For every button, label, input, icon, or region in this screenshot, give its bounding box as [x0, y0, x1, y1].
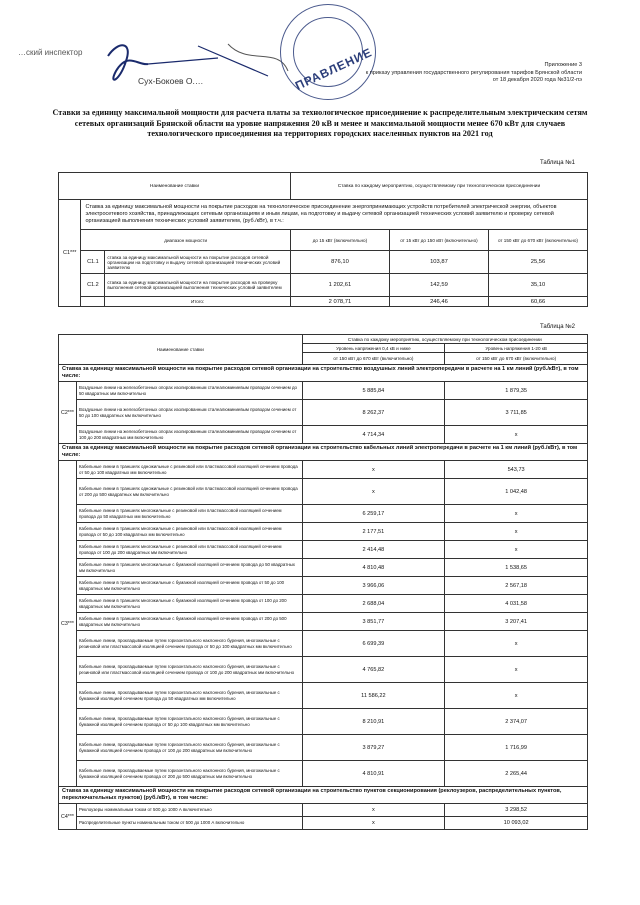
t2-section-title-row [59, 444, 588, 461]
t2-section-title: Ставка за единицу максимальной мощности на покрытие расходов сетевой организации на строительство пунктов секционирования (реклоузеров, распределительных пунктов, переключательных пунктов) (руб./кВт), в том числе: [59, 787, 588, 804]
t1-col-name: Наименование ставки [59, 173, 291, 200]
table-row [59, 817, 588, 830]
table-row [59, 505, 588, 523]
t2-cell: 11 586,22 [302, 683, 445, 709]
t1-cell: 35,10 [488, 274, 587, 297]
table-row [59, 595, 588, 613]
t2-row-desc: Кабельные линии в траншеях одножильные с резиновой или пластмассовой изоляцией сечением провода от 200 до 500 квадратных мм включительно [76, 479, 302, 505]
t2-cell: 4 810,91 [302, 761, 445, 787]
t2-cell: 8 262,37 [302, 400, 445, 426]
t2-cell: 2 414,48 [302, 541, 445, 559]
t2-row-desc: Кабельные линии в траншеях многожильные с бумажной изоляцией сечением провода до 50 квадратных мм включительно [76, 559, 302, 577]
table-row [59, 559, 588, 577]
table-1 [58, 172, 588, 307]
t2-cell: х [445, 541, 588, 559]
t2-row-desc: Кабельные линии в траншеях многожильные с резиновой или пластмассовой изоляцией сечением провода от 100 до 200 квадратных мм включительно [76, 541, 302, 559]
t2-cell: 2 567,18 [445, 577, 588, 595]
t1-range-1: до 15 кВт (включительно) [290, 230, 389, 251]
t2-cell: х [302, 817, 445, 830]
table-row [59, 709, 588, 735]
t2-cell: 3 298,52 [445, 804, 588, 817]
t2-cell: 3 851,77 [302, 613, 445, 631]
t2-row-desc: Кабельные линии в траншеях многожильные с резиновой или пластмассовой изоляцией сечением провода от 50 до 100 квадратных мм включительно [76, 523, 302, 541]
t2-cell: 10 093,02 [445, 817, 588, 830]
t2-cell: 3 711,85 [445, 400, 588, 426]
t2-cell: 4 714,34 [302, 426, 445, 444]
signature-stamp [18, 36, 278, 106]
t2-row-desc: Воздушные линии на железобетонных опорах изолированным сталеалюминиевым проводом сечением от 50 до 100 квадратных мм включительно [76, 400, 302, 426]
t2-row-desc: Кабельные линии, прокладываемые путем горизонтального наклонного бурения, многожильные с резиновой или пластмассовой изоляцией сечением провода от 50 до 100 квадратных мм включительно [76, 631, 302, 657]
t1-total: 2 078,71 [290, 297, 389, 307]
t2-cell: х [445, 523, 588, 541]
t2-cell: 3 207,41 [445, 613, 588, 631]
t2-cell: 3 966,06 [302, 577, 445, 595]
t2-cell: х [445, 505, 588, 523]
stamp-text-1: …ский инспектор [18, 48, 83, 57]
table-row [59, 613, 588, 631]
t2-group-code: C3*** [59, 461, 77, 787]
t2-cell: х [445, 683, 588, 709]
t2-section-title-row [59, 365, 588, 382]
t2-power-2: от 150 кВт до 670 кВт (включительно) [445, 353, 588, 365]
t2-section-title-row [59, 787, 588, 804]
t2-section-title: Ставка за единицу максимальной мощности на покрытие расходов сетевой организации на строительство воздушных линий электропередачи в расчете на 1 км линий (руб./кВт), в том числе: [59, 365, 588, 382]
table-2 [58, 334, 588, 830]
t2-row-desc: Кабельные линии в траншеях многожильные с бумажной изоляцией сечением провода от 200 до 500 квадратных мм включительно [76, 613, 302, 631]
t2-voltage-1: Уровень напряжения 0,4 кВ и ниже [302, 344, 445, 353]
t2-row-desc: Воздушные линии на железобетонных опорах изолированным сталеалюминиевым проводом сечением до 50 квадратных мм включительно [76, 382, 302, 400]
t1-col-rate: Ставка по каждому мероприятию, осуществляемому при технологическом присоединении [290, 173, 587, 200]
t1-intro: Ставка за единицу максимальной мощности на покрытие расходов на технологическое присоединение энергопринимающих устройств потребителей электрической энергии, объектов электросетевого хозяйства, принадлежащих сетевым организациям и иным лицам, на подготовку и выдачу сетевой организацией технических условий заявителю и проверку сетевой организацией выполнения технических условий заявителем, (руб./кВт), в т.ч.: [81, 200, 588, 230]
t2-col-name: Наименование ставки [59, 335, 303, 365]
t2-row-desc: Реклоузеры номинальным током от 500 до 1000 А включительно [76, 804, 302, 817]
t2-row-desc: Кабельные линии, прокладываемые путем горизонтального наклонного бурения, многожильные с бумажной изоляцией сечением провода до 50 квадратных мм включительно [76, 683, 302, 709]
t1-cell: 142,59 [389, 274, 488, 297]
t2-cell: 8 210,91 [302, 709, 445, 735]
t2-cell: 6 259,17 [302, 505, 445, 523]
t2-cell: 1 716,99 [445, 735, 588, 761]
t2-row-desc: Кабельные линии, прокладываемые путем горизонтального наклонного бурения, многожильные с бумажной изоляцией сечением провода от 200 до 500 квадратных мм включительно [76, 761, 302, 787]
t2-cell: 4 031,58 [445, 595, 588, 613]
table-row [59, 382, 588, 400]
t1-total-label: Итого: [105, 297, 291, 307]
t2-section-title: Ставка за единицу максимальной мощности на покрытие расходов сетевой организации на строительство кабельных линий электропередачи в расчете на 1 км линий (руб./кВт), в том числе: [59, 444, 588, 461]
table-row [59, 631, 588, 657]
appendix-note [366, 62, 582, 85]
document-title: Ставки за единицу максимальной мощности для расчета платы за технологическое присоединение к распределительным электрическим сетям сетевых организаций Брянской области на уровне напряжения 20 кВ и менее и максимальной мощности менее 670 кВт для случаев технологического присоединения на территориях городских населенных пунктов на 2021 год [52, 108, 588, 138]
t2-cell: х [302, 461, 445, 479]
t1-row-desc: ставка за единицу максимальной мощности на покрытие расходов на проверку выполнения сетевой организацией выполнения технических условий заявителем [105, 274, 291, 297]
t2-cell: 4 765,82 [302, 657, 445, 683]
t2-group-code: C4*** [59, 804, 77, 830]
t2-cell: х [445, 631, 588, 657]
table-row [59, 657, 588, 683]
t2-cell: 3 879,27 [302, 735, 445, 761]
t1-total: 60,66 [488, 297, 587, 307]
table-row [59, 761, 588, 787]
table-row [59, 735, 588, 761]
t1-group-code: C1*** [59, 200, 81, 307]
t2-cell: 1 879,35 [445, 382, 588, 400]
t2-cell: 6 699,39 [302, 631, 445, 657]
t2-cell: 4 810,48 [302, 559, 445, 577]
table-row [59, 426, 588, 444]
table-row [59, 274, 588, 297]
appendix-line-1: Приложение 3 [544, 62, 582, 68]
t2-row-desc: Кабельные линии, прокладываемые путем горизонтального наклонного бурения, многожильные с бумажной изоляцией сечением провода от 50 до 100 квадратных мм включительно [76, 709, 302, 735]
t1-range-2: от 15 кВт до 150 кВт (включительно) [389, 230, 488, 251]
t2-row-desc: Кабельные линии в траншеях многожильные с бумажной изоляцией сечением провода от 50 до 100 квадратных мм включительно [76, 577, 302, 595]
t2-cell: 1 538,65 [445, 559, 588, 577]
t1-row-code: C1.1 [81, 251, 105, 274]
appendix-line-2: к приказу управления государственного регулирования тарифов Брянской области [365, 69, 582, 76]
table-row [59, 251, 588, 274]
table1-caption: Таблица №1 [540, 160, 575, 166]
seal-word: ПРАВЛЕНИЕ [292, 45, 375, 93]
t1-cell: 103,87 [389, 251, 488, 274]
t2-cell: 2 688,04 [302, 595, 445, 613]
t2-row-desc: Кабельные линии, прокладываемые путем горизонтального наклонного бурения, многожильные с бумажной изоляцией сечением провода от 100 до 200 квадратных мм включительно [76, 735, 302, 761]
t1-total: 246,46 [389, 297, 488, 307]
t2-row-desc: Распределительные пункты номинальным током от 500 до 1000 А включительно [76, 817, 302, 830]
t1-cell: 876,10 [290, 251, 389, 274]
table-row [59, 523, 588, 541]
t2-row-desc: Кабельные линии в траншеях одножильные с резиновой или пластмассовой изоляцией сечением провода от 50 до 100 квадратных мм включительно [76, 461, 302, 479]
t2-cell: 2 265,44 [445, 761, 588, 787]
t2-cell: 5 885,84 [302, 382, 445, 400]
table-row [59, 400, 588, 426]
t2-group-code: C2*** [59, 382, 77, 444]
t2-cell: х [445, 657, 588, 683]
t1-row-code: C1.2 [81, 274, 105, 297]
t1-cell: 1 202,61 [290, 274, 389, 297]
t2-cell: 2 374,07 [445, 709, 588, 735]
t2-cell: х [302, 804, 445, 817]
t2-row-desc: Кабельные линии в траншеях многожильные с бумажной изоляцией сечением провода от 100 до 200 квадратных мм включительно [76, 595, 302, 613]
table-row-total [59, 297, 588, 307]
table-row [59, 541, 588, 559]
table-row [59, 577, 588, 595]
table-row [59, 461, 588, 479]
t2-col-rate: Ставка по каждому мероприятию, осуществляемому при технологическом присоединении [302, 335, 587, 344]
t2-cell: 1 042,48 [445, 479, 588, 505]
t1-cell: 25,56 [488, 251, 587, 274]
t2-cell: х [445, 426, 588, 444]
table-row [59, 479, 588, 505]
table-row [59, 683, 588, 709]
t2-row-desc: Кабельные линии, прокладываемые путем горизонтального наклонного бурения, многожильные с резиновой или пластмассовой изоляцией сечением провода от 100 до 200 квадратных мм включительно [76, 657, 302, 683]
appendix-line-3: от 18 декабря 2020 года №31/2-пэ [492, 77, 582, 83]
t2-row-desc: Кабельные линии в траншеях многожильные с резиновой или пластмассовой изоляцией сечением провода до 50 квадратных мм включительно [76, 505, 302, 523]
t2-row-desc: Воздушные линии на железобетонных опорах изолированным сталеалюминиевым проводом сечением от 100 до 200 квадратных мм включительно [76, 426, 302, 444]
table2-caption: Таблица №2 [540, 324, 575, 330]
t1-range-3: от 150 кВт до 670 кВт (включительно) [488, 230, 587, 251]
t2-cell: 2 177,51 [302, 523, 445, 541]
table-row [59, 804, 588, 817]
t2-voltage-2: Уровень напряжения 1-20 кВ [445, 344, 588, 353]
t2-cell: 543,73 [445, 461, 588, 479]
t2-power-1: от 150 кВт до 670 кВт (включительно) [302, 353, 445, 365]
t1-range-label: диапазон мощности [81, 230, 290, 251]
stamp-text-2: Сух-Бокоев О.… [138, 76, 204, 86]
t1-row-desc: ставка за единицу максимальной мощности на покрытие расходов сетевой организации на подготовку и выдачу сетевой организацией технических условий заявителю [105, 251, 291, 274]
t2-cell: х [302, 479, 445, 505]
